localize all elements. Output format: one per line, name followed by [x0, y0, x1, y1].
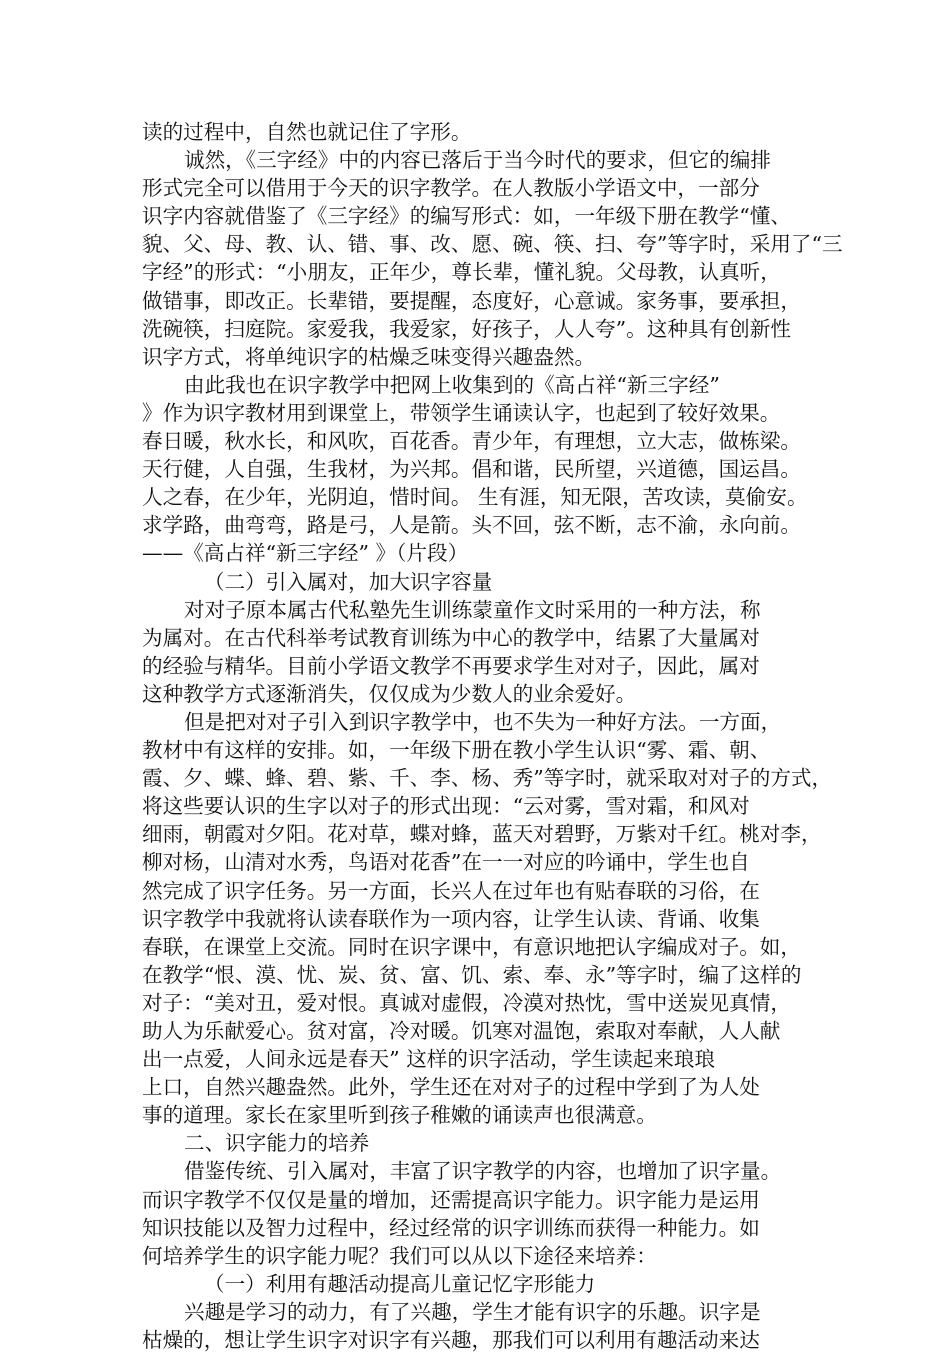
- text-line: 出一点爱，人间永远是春天” 这样的识字活动，学生读起来琅琅: [142, 1047, 716, 1072]
- text-line: 字经”的形式：“小朋友，正年少，尊长辈，懂礼貌。父母教，认真听，: [142, 260, 781, 285]
- text-line: 春联，在课堂上交流。同时在识字课中，有意识地把认字编成对子。如，: [142, 934, 801, 959]
- text-line: 读的过程中，自然也就记住了字形。: [142, 120, 472, 144]
- text-line: 对子：“美对丑，爱对恨。真诚对虚假，冷漠对热忱，雪中送炭见真情，: [142, 990, 791, 1015]
- text-line: ——《高占祥“新三字经” 》（片段）: [142, 541, 469, 566]
- text-line: （一）利用有趣活动提高儿童记忆字形能力: [204, 1271, 596, 1296]
- text-line: 然完成了识字任务。另一方面，长兴人在过年也有贴春联的习俗，在: [142, 878, 760, 903]
- text-line: 借鉴传统、引入属对，丰富了识字教学的内容，也增加了识字量。: [184, 1159, 782, 1184]
- text-line: 做错事，即改正。长辈错，要提醒，态度好，心意诚。家务事，要承担，: [142, 288, 801, 313]
- text-line: 枯燥的，想让学生识字对识字有兴趣，那我们可以利用有趣活动来达: [142, 1328, 760, 1353]
- text-line: 兴趣是学习的动力，有了兴趣，学生才能有识字的乐趣。识字是: [184, 1299, 761, 1324]
- text-line: 对对子原本属古代私塾先生训练蒙童作文时采用的一种方法，称: [184, 597, 761, 622]
- document-page: [142, 118, 843, 1354]
- text-line: 这种教学方式逐渐消失，仅仅成为少数人的业余爱好。: [142, 681, 637, 706]
- text-line: 细雨，朝霞对夕阳。花对草，蝶对蜂，蓝天对碧野，万紫对千红。桃对李，: [142, 822, 822, 847]
- text-line: 貌、父、母、教、认、错、事、改、愿、碗、筷、扫、夸”等字时，采用了“三: [142, 232, 843, 257]
- text-line: 人之春，在少年，光阴迫，惜时间。 生有涯，知无限，苦攻读，莫偷安。: [142, 485, 808, 510]
- text-line: 但是把对对子引入到识字教学中，也不失为一种好方法。一方面，: [184, 709, 782, 734]
- text-line: 事的道理。家长在家里听到孩子稚嫩的诵读声也很满意。: [142, 1103, 657, 1128]
- text-line: 》作为识字教材用到课堂上，带领学生诵读认字，也起到了较好效果。: [142, 400, 781, 425]
- text-line: 知识技能以及智力过程中，经过经常的识字训练而获得一种能力。如: [142, 1215, 760, 1240]
- text-line: 由此我也在识字教学中把网上收集到的《高占祥“新三字经”: [184, 372, 720, 397]
- text-line: 识字内容就借鉴了《三字经》的编写形式：如，一年级下册在教学“懂、: [142, 204, 791, 229]
- text-line: 天行健，人自强，生我材，为兴邦。倡和谐，民所望，兴道德，国运昌。: [142, 457, 801, 482]
- text-line: 霞、夕、蝶、蜂、碧、紫、千、李、杨、秀”等字时，就采取对对子的方式，: [142, 766, 833, 791]
- text-line: 形式完全可以借用于今天的识字教学。在人教版小学语文中，一部分: [142, 176, 760, 201]
- text-line: 柳对杨，山清对水秀，鸟语对花香”在一一对应的吟诵中，学生也自: [142, 850, 750, 875]
- text-line: 助人为乐献爱心。贫对富，冷对暖。饥寒对温饱，索取对奉献，人人献: [142, 1019, 781, 1043]
- text-line: 教材中有这样的安排。如，一年级下册在教小学生认识“雾、霜、朝、: [142, 738, 771, 763]
- text-line: 的经验与精华。目前小学语文教学不再要求学生对对子，因此，属对: [142, 653, 760, 678]
- text-line: 二、识字能力的培养: [184, 1131, 370, 1156]
- text-line: 而识字教学不仅仅是量的增加，还需提高识字能力。识字能力是运用: [142, 1187, 760, 1212]
- text-line: 识字方式，将单纯识字的枯燥乏味变得兴趣盎然。: [142, 344, 596, 369]
- text-line: 求学路，曲弯弯，路是弓，人是箭。头不回，弦不断，志不渝，永向前。: [142, 513, 801, 538]
- text-line: 何培养学生的识字能力呢？我们可以从以下途径来培养：: [142, 1243, 657, 1268]
- text-line: 诚然，《三字经》中的内容已落后于当今时代的要求，但它的编排: [184, 148, 771, 173]
- text-line: 上口，自然兴趣盎然。此外，学生还在对对子的过程中学到了为人处: [142, 1075, 760, 1100]
- text-line: 为属对。在古代科举考试教育训练为中心的教学中，结累了大量属对: [142, 625, 760, 650]
- text-line: 春日暖，秋水长，和风吹，百花香。青少年，有理想，立大志，做栋梁。: [142, 429, 801, 454]
- text-line: 识字教学中我就将认读春联作为一项内容，让学生认读、背诵、收集: [142, 906, 760, 931]
- text-line: 洗碗筷，扫庭院。家爱我，我爱家，好孩子，人人夸”。这种具有创新性: [142, 316, 791, 341]
- text-line: 在教学“恨、漠、忧、炭、贫、富、饥、索、奉、永”等字时，编了这样的: [142, 962, 802, 987]
- text-line: 将这些要认识的生字以对子的形式出现：“云对雾，雪对霜，和风对: [142, 794, 750, 819]
- text-line: （二）引入属对，加大识字容量: [204, 569, 493, 594]
